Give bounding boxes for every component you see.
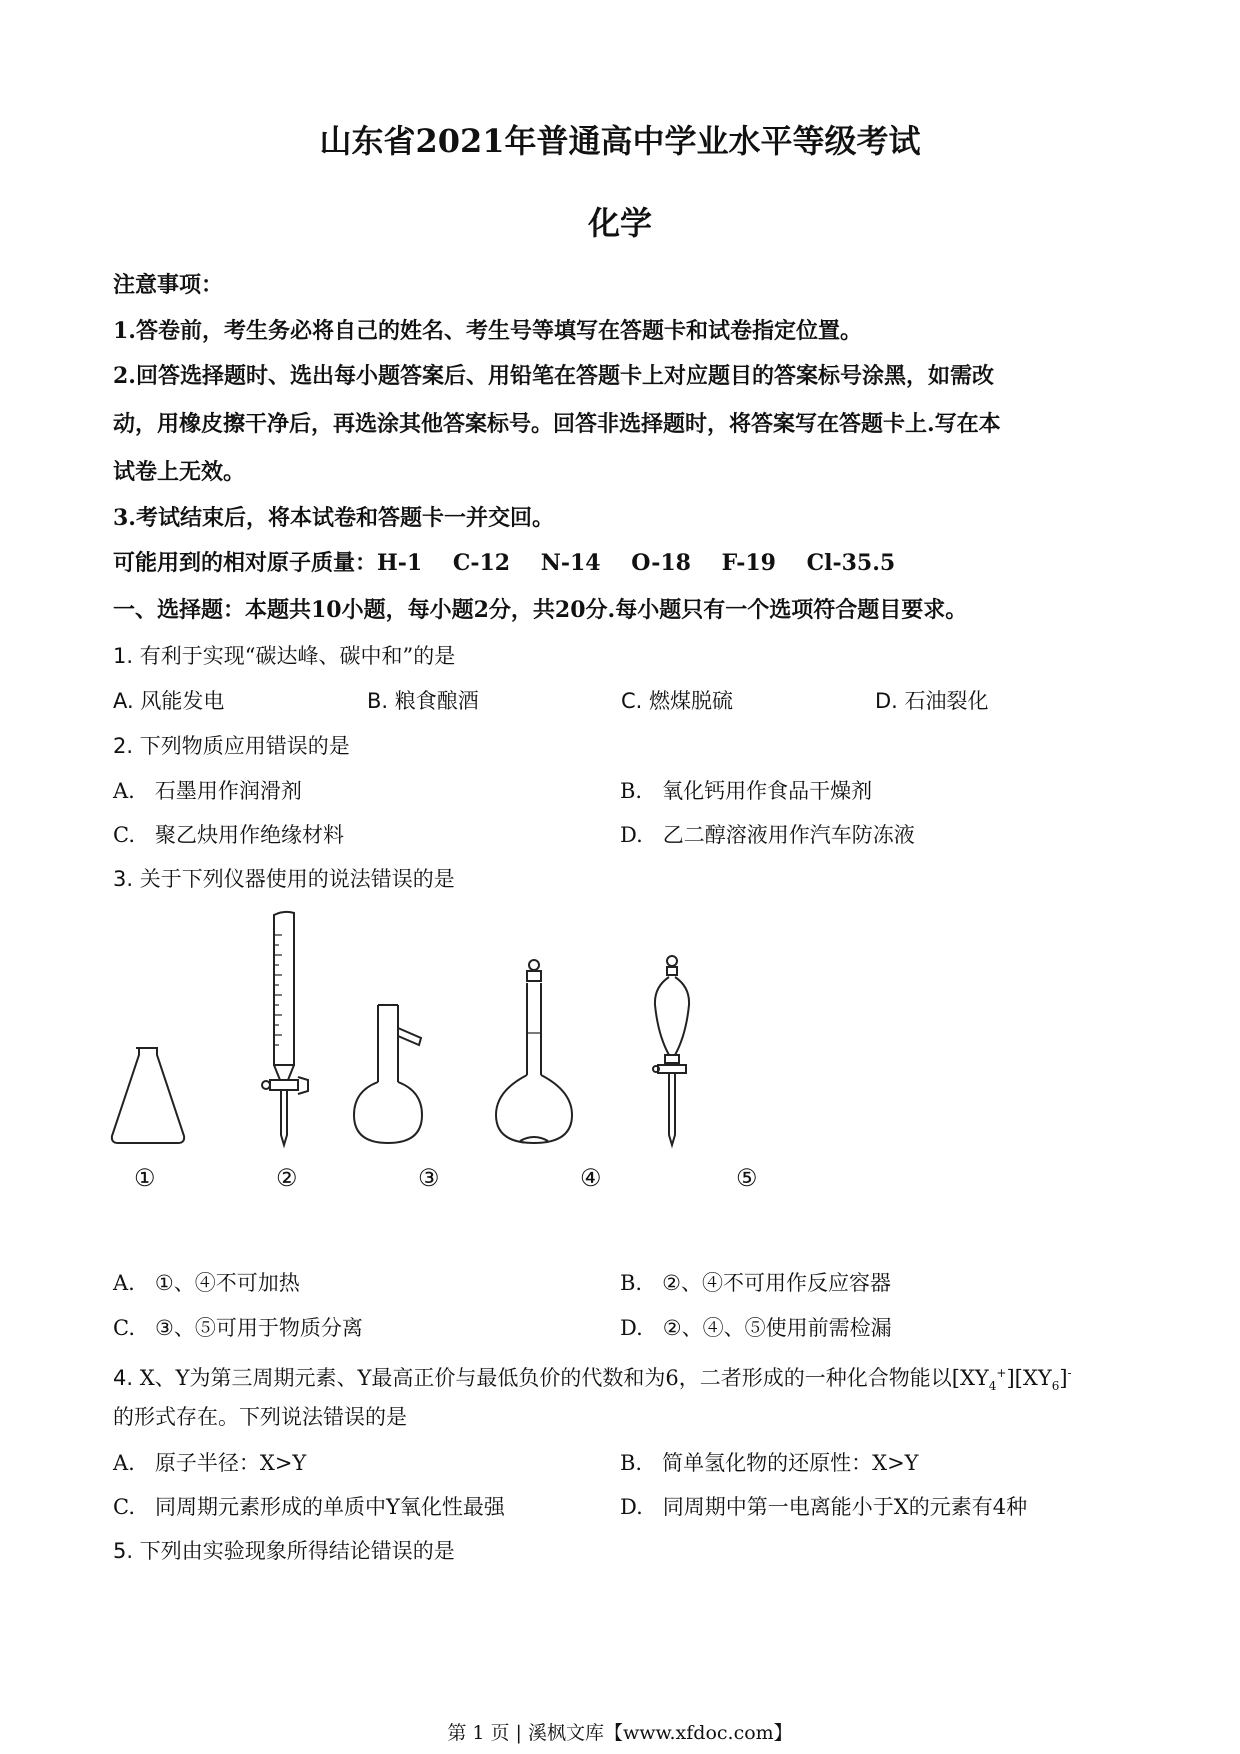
- atomic-masses: 可能用到的相对原子质量：H-1 C-12 N-14 O-18 F-19 Cl-35.5: [113, 550, 896, 576]
- apparatus-label-5: ⑤: [736, 1164, 758, 1192]
- q2-option-c: C. 聚乙炔用作绝缘材料: [113, 823, 345, 847]
- question-2: [113, 731, 1133, 761]
- separatory-funnel-icon: [653, 956, 689, 1145]
- superscript: -: [1067, 1366, 1072, 1380]
- question-number: 1.: [113, 644, 134, 668]
- notice-item-2-line-3: 试卷上无效。: [113, 459, 246, 485]
- subject-title: 化学: [587, 204, 652, 242]
- q1-option-b: B. 粮食酿酒: [367, 689, 479, 713]
- q1-option-d: D. 石油裂化: [875, 689, 989, 713]
- question-stem: 下列由实验现象所得结论错误的是: [139, 1539, 455, 1563]
- question-stem: 有利于实现“碳达峰、碳中和”的是: [139, 644, 456, 668]
- question-3: [113, 864, 1133, 894]
- lab-apparatus-figure: [108, 905, 808, 1205]
- q2-option-a: A. 石墨用作润滑剂: [113, 779, 302, 803]
- q2-option-d: D. 乙二醇溶液用作汽车防冻液: [620, 823, 915, 847]
- q4-option-d: D. 同周期中第一电离能小于X的元素有4种: [620, 1495, 1028, 1519]
- question-stem: 关于下列仪器使用的说法错误的是: [139, 867, 455, 891]
- notice-item-2-line-2: 动，用橡皮擦干净后，再选涂其他答案标号。回答非选择题时，将答案写在答题卡上.写在本: [113, 411, 1001, 437]
- q1-option-a: A. 风能发电: [113, 689, 225, 713]
- q1-option-c: C. 燃煤脱硫: [621, 689, 734, 713]
- question-1: [113, 641, 1133, 671]
- q3-option-b: B. ②、④不可用作反应容器: [620, 1271, 891, 1295]
- question-number: 5.: [113, 1539, 134, 1563]
- apparatus-label-3: ③: [418, 1164, 440, 1192]
- superscript: +: [996, 1366, 1007, 1380]
- notice-item-1: 1.答卷前，考生务必将自己的姓名、考生号等填写在答题卡和试卷指定位置。: [113, 318, 862, 344]
- volumetric-flask-icon: [496, 960, 572, 1143]
- notice-item-2-line-1: 2.回答选择题时、选出每小题答案后、用铅笔在答题卡上对应题目的答案标号涂黑，如需改: [113, 363, 994, 389]
- notice-item-3: 3.考试结束后，将本试卷和答题卡一并交回。: [113, 505, 554, 531]
- question-stem: 下列物质应用错误的是: [139, 734, 350, 758]
- apparatus-label-4: ④: [580, 1164, 602, 1192]
- q3-option-a: A. ①、④不可加热: [113, 1271, 300, 1295]
- conical-flask-icon: [112, 1048, 184, 1143]
- question-4: 4. X、Y为第三周期元素、Y最高正价与最低负价的代数和为6，二者形成的一种化合物能以$[XY_4^+][XY_6]^-$: [113, 1366, 1072, 1394]
- q4-option-a: A. 原子半径：X>Y: [113, 1451, 307, 1475]
- section-1-heading: 一、选择题：本题共10小题，每小题2分，共20分.每小题只有一个选项符合题目要求。: [113, 597, 968, 623]
- question-4-line-2: 的形式存在。下列说法错误的是: [113, 1405, 407, 1429]
- q4-option-b: B. 简单氢化物的还原性：X>Y: [620, 1451, 919, 1475]
- burette-icon: [262, 912, 308, 1145]
- q3-option-c: C. ③、⑤可用于物质分离: [113, 1316, 363, 1340]
- question-number: 4.: [113, 1366, 134, 1390]
- notice-heading: 注意事项：: [113, 272, 224, 298]
- distilling-flask-icon: [354, 1005, 422, 1143]
- subscript: 4: [988, 1379, 997, 1394]
- apparatus-label-2: ②: [276, 1164, 298, 1192]
- page-footer: 第 1 页 | 溪枫文库【www.xfdoc.com】: [447, 1722, 793, 1744]
- question-5: [113, 1536, 1133, 1566]
- q2-option-b: B. 氧化钙用作食品干燥剂: [620, 779, 873, 803]
- formula-part: ][XY: [1006, 1366, 1052, 1390]
- question-number: 3.: [113, 867, 134, 891]
- q4-option-c: C. 同周期元素形成的单质中Y氧化性最强: [113, 1495, 505, 1519]
- apparatus-label-1: ①: [134, 1164, 156, 1192]
- q3-option-d: D. ②、④、⑤使用前需检漏: [620, 1316, 892, 1340]
- exam-title: 山东省2021年普通高中学业水平等级考试: [319, 122, 921, 160]
- subscript: 6: [1051, 1379, 1060, 1394]
- question-number: 2.: [113, 734, 134, 758]
- question-stem: X、Y为第三周期元素、Y最高正价与最低负价的代数和为6，二者形成的一种化合物能以[XY: [139, 1366, 989, 1390]
